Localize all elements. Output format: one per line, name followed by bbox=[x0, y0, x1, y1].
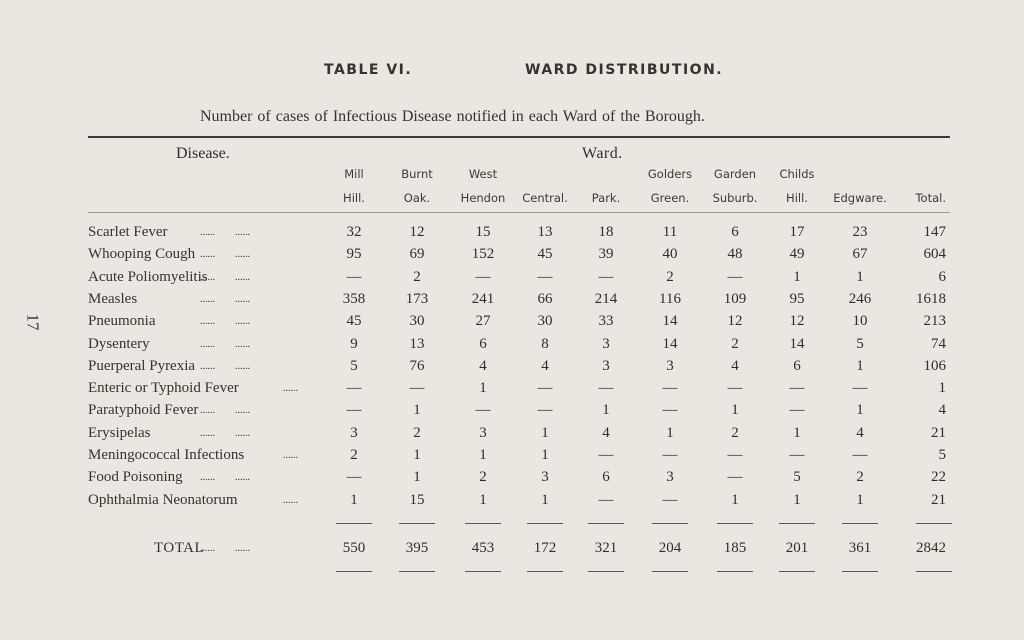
ward-count-cell: 2 bbox=[413, 268, 421, 285]
ward-count-cell: 4 bbox=[479, 357, 487, 374]
total-underline bbox=[465, 571, 501, 572]
dot-leader: ...... ...... bbox=[200, 271, 250, 283]
ward-count-cell: 1 bbox=[731, 402, 739, 419]
column-header-line2: Hill. bbox=[343, 191, 365, 205]
subtotal-rule bbox=[336, 523, 372, 524]
ward-count-cell: 3 bbox=[666, 357, 674, 374]
ward-count-cell: — bbox=[662, 402, 678, 419]
column-header bbox=[876, 162, 946, 210]
subtotal-rule bbox=[842, 523, 878, 524]
ward-count-cell: — bbox=[662, 380, 678, 397]
ward-count-cell: — bbox=[789, 380, 805, 397]
table-subtitle: Number of cases of Infectious Disease notified in each Ward of the Borough. bbox=[200, 108, 705, 125]
ward-count-cell: 173 bbox=[405, 290, 429, 307]
ward-count-cell: — bbox=[537, 268, 553, 285]
total-underline bbox=[717, 571, 753, 572]
ward-count-cell: 15 bbox=[409, 491, 425, 508]
column-header-line1: Garden bbox=[713, 167, 757, 181]
ward-count-cell: — bbox=[789, 402, 805, 419]
ward-count-cell: 33 bbox=[598, 313, 614, 330]
table-row bbox=[0, 336, 1024, 357]
top-rule bbox=[88, 136, 950, 138]
total-underline bbox=[336, 571, 372, 572]
dot-leader: ...... ...... bbox=[200, 338, 250, 350]
subtotal-rule bbox=[465, 523, 501, 524]
ward-count-cell: 1 bbox=[350, 491, 358, 508]
total-underline bbox=[652, 571, 688, 572]
disease-name: Puerperal Pyrexia bbox=[88, 357, 196, 374]
ward-count-cell: — bbox=[346, 402, 362, 419]
disease-name: Enteric or Typhoid Fever bbox=[88, 380, 239, 397]
table-row bbox=[0, 246, 1024, 267]
ward-total-cell: 453 bbox=[471, 540, 495, 556]
table-label: TABLE VI. bbox=[324, 62, 413, 78]
ward-count-cell: 2 bbox=[731, 335, 739, 352]
total-underline bbox=[842, 571, 878, 572]
disease-name: Pneumonia bbox=[88, 313, 156, 330]
ward-count-cell: 14 bbox=[789, 335, 805, 352]
disease-name: Whooping Cough bbox=[88, 246, 196, 263]
dot-leader: ...... ...... bbox=[200, 405, 250, 417]
column-header-line1: Mill bbox=[344, 167, 364, 181]
ward-count-cell: 45 bbox=[537, 246, 553, 263]
ward-count-cell: — bbox=[537, 380, 553, 397]
table-row bbox=[0, 402, 1024, 423]
ward-count-cell: 27 bbox=[475, 313, 491, 330]
table-row bbox=[0, 358, 1024, 379]
row-total-cell: 1 bbox=[938, 380, 946, 397]
ward-total-cell: 185 bbox=[723, 540, 747, 556]
ward-count-cell: — bbox=[852, 447, 868, 463]
ward-count-cell: 5 bbox=[856, 335, 864, 352]
ward-count-cell: — bbox=[852, 380, 868, 397]
ward-count-cell: 1 bbox=[541, 447, 549, 463]
row-total-cell: 1618 bbox=[916, 290, 946, 307]
subtotal-rule bbox=[652, 523, 688, 524]
ward-count-cell: 2 bbox=[731, 424, 739, 441]
column-header-line2: Total. bbox=[915, 191, 946, 205]
dot-leader: ...... bbox=[283, 450, 298, 461]
total-leader: ...... ...... bbox=[200, 543, 250, 554]
ward-count-cell: 4 bbox=[856, 424, 864, 441]
ward-count-cell: 1 bbox=[479, 380, 487, 397]
column-header-line1: Golders bbox=[647, 167, 693, 181]
dot-leader: ...... ...... bbox=[200, 360, 250, 372]
ward-count-cell: 1 bbox=[793, 424, 801, 441]
total-row bbox=[0, 540, 1024, 561]
ward-count-cell: — bbox=[598, 380, 614, 397]
ward-count-cell: 1 bbox=[856, 268, 864, 285]
ward-group-header: Ward. bbox=[582, 145, 623, 162]
grand-total-cell: 2842 bbox=[916, 540, 946, 556]
ward-count-cell: 69 bbox=[409, 246, 425, 263]
ward-count-cell: 66 bbox=[537, 290, 553, 307]
ward-count-cell: — bbox=[598, 447, 614, 463]
dot-leader: ...... ...... bbox=[200, 472, 250, 484]
column-header-line2: Green. bbox=[650, 191, 690, 205]
ward-count-cell: 1 bbox=[856, 357, 864, 374]
table-row bbox=[0, 269, 1024, 290]
ward-count-cell: 1 bbox=[413, 447, 421, 463]
column-header-line2: Central. bbox=[522, 191, 568, 205]
table-row bbox=[0, 313, 1024, 334]
ward-count-cell: 1 bbox=[856, 402, 864, 419]
ward-count-cell: 1 bbox=[541, 424, 549, 441]
dot-leader: ...... bbox=[283, 494, 298, 506]
ward-count-cell: — bbox=[346, 469, 362, 486]
dot-leader: ...... ...... bbox=[200, 227, 250, 238]
table-heading: WARD DISTRIBUTION. bbox=[525, 62, 724, 78]
ward-count-cell: 3 bbox=[602, 335, 610, 352]
ward-count-cell: 1 bbox=[856, 491, 864, 508]
ward-count-cell: — bbox=[662, 491, 678, 508]
ward-count-cell: 358 bbox=[342, 290, 366, 307]
ward-total-cell: 395 bbox=[405, 540, 429, 556]
ward-count-cell: 11 bbox=[662, 224, 678, 240]
ward-count-cell: 1 bbox=[793, 491, 801, 508]
row-total-cell: 6 bbox=[938, 268, 946, 285]
ward-count-cell: 1 bbox=[731, 491, 739, 508]
ward-count-cell: — bbox=[346, 380, 362, 397]
disease-name: Erysipelas bbox=[88, 424, 151, 441]
table-row bbox=[0, 469, 1024, 490]
dot-leader: ...... ...... bbox=[200, 293, 250, 305]
page-number: 17 bbox=[23, 313, 43, 331]
dot-leader: ...... bbox=[283, 383, 298, 395]
ward-total-cell: 550 bbox=[342, 540, 366, 556]
ward-count-cell: 12 bbox=[727, 313, 743, 330]
total-underline bbox=[588, 571, 624, 572]
ward-count-cell: 8 bbox=[541, 335, 549, 352]
disease-name: Acute Poliomyelitis bbox=[88, 268, 208, 285]
total-underline bbox=[779, 571, 815, 572]
ward-count-cell: 3 bbox=[666, 469, 674, 486]
ward-count-cell: 1 bbox=[793, 268, 801, 285]
ward-count-cell: 3 bbox=[350, 424, 358, 441]
table-row bbox=[0, 492, 1024, 513]
ward-count-cell: — bbox=[409, 380, 425, 397]
subtotal-rule bbox=[717, 523, 753, 524]
ward-count-cell: — bbox=[598, 491, 614, 508]
ward-total-cell: 321 bbox=[594, 540, 618, 556]
disease-name: Meningococcal Infections bbox=[88, 447, 245, 463]
total-underline bbox=[916, 571, 952, 572]
ward-count-cell: 49 bbox=[789, 246, 805, 263]
ward-count-cell: 67 bbox=[852, 246, 868, 263]
column-header-line2: Hill. bbox=[786, 191, 808, 205]
ward-count-cell: 246 bbox=[848, 290, 872, 307]
row-total-cell: 74 bbox=[931, 335, 946, 352]
row-total-cell: 604 bbox=[923, 246, 946, 263]
ward-count-cell: 13 bbox=[537, 224, 553, 240]
ward-total-cell: 201 bbox=[785, 540, 809, 556]
ward-count-cell: 17 bbox=[789, 224, 805, 240]
column-header-line2: Park. bbox=[591, 191, 621, 205]
ward-count-cell: 15 bbox=[475, 224, 491, 240]
ward-count-cell: 13 bbox=[409, 335, 425, 352]
subtotal-rule bbox=[527, 523, 563, 524]
ward-count-cell: — bbox=[475, 268, 491, 285]
disease-name: Scarlet Fever bbox=[88, 224, 168, 240]
column-header-line1 bbox=[876, 162, 946, 186]
subtotal-rule bbox=[588, 523, 624, 524]
ward-count-cell: 1 bbox=[602, 402, 610, 419]
disease-column-header: Disease. bbox=[176, 145, 230, 162]
table-row bbox=[0, 291, 1024, 312]
row-total-cell: 106 bbox=[923, 357, 946, 374]
ward-count-cell: 3 bbox=[479, 424, 487, 441]
row-total-cell: 21 bbox=[931, 424, 946, 441]
ward-count-cell: 152 bbox=[471, 246, 495, 263]
ward-count-cell: 12 bbox=[409, 224, 425, 240]
row-total-cell: 5 bbox=[938, 447, 946, 463]
row-total-cell: 4 bbox=[938, 402, 946, 419]
column-header bbox=[379, 162, 455, 210]
ward-count-cell: 116 bbox=[659, 290, 681, 307]
ward-count-cell: — bbox=[727, 469, 743, 486]
ward-count-cell: 23 bbox=[852, 224, 868, 240]
ward-count-cell: 1 bbox=[479, 491, 487, 508]
ward-count-cell: 5 bbox=[793, 469, 801, 486]
ward-count-cell: — bbox=[727, 447, 743, 463]
ward-count-cell: — bbox=[727, 268, 743, 285]
column-header-line2: Suburb. bbox=[712, 191, 758, 205]
column-header-line2: Oak. bbox=[403, 191, 431, 205]
ward-count-cell: 1 bbox=[479, 447, 487, 463]
total-label: TOTAL bbox=[154, 540, 205, 556]
ward-count-cell: 4 bbox=[731, 357, 739, 374]
ward-count-cell: 2 bbox=[413, 424, 421, 441]
disease-name: Dysentery bbox=[88, 335, 150, 352]
ward-count-cell: 30 bbox=[409, 313, 425, 330]
dot-leader: ...... ...... bbox=[200, 316, 250, 328]
table-row bbox=[0, 224, 1024, 245]
column-header-line1: Childs bbox=[779, 167, 815, 181]
row-total-cell: 21 bbox=[931, 491, 946, 508]
table-row bbox=[0, 425, 1024, 446]
ward-count-cell: 1 bbox=[413, 469, 421, 486]
row-total-cell: 213 bbox=[923, 313, 946, 330]
ward-count-cell: 14 bbox=[662, 335, 678, 352]
header-rule bbox=[88, 212, 950, 213]
total-underline bbox=[399, 571, 435, 572]
ward-count-cell: — bbox=[475, 402, 491, 419]
ward-count-cell: 12 bbox=[789, 313, 805, 330]
ward-count-cell: 5 bbox=[350, 357, 358, 374]
ward-count-cell: 95 bbox=[789, 290, 805, 307]
ward-count-cell: — bbox=[537, 402, 553, 419]
disease-name: Measles bbox=[88, 290, 138, 307]
ward-count-cell: 109 bbox=[723, 290, 747, 307]
ward-count-cell: 3 bbox=[541, 469, 549, 486]
ward-count-cell: — bbox=[346, 268, 362, 285]
subtotal-rule bbox=[779, 523, 815, 524]
ward-count-cell: 76 bbox=[409, 357, 425, 374]
ward-count-cell: 40 bbox=[662, 246, 678, 263]
ward-total-cell: 172 bbox=[533, 540, 557, 556]
ward-count-cell: 10 bbox=[852, 313, 868, 330]
ward-count-cell: 6 bbox=[602, 469, 610, 486]
ward-count-cell: 214 bbox=[594, 290, 618, 307]
subtotal-rule bbox=[916, 523, 952, 524]
ward-count-cell: — bbox=[727, 380, 743, 397]
table-row bbox=[0, 447, 1024, 468]
ward-count-cell: 6 bbox=[793, 357, 801, 374]
ward-count-cell: 32 bbox=[346, 224, 362, 240]
dot-leader: ...... ...... bbox=[200, 249, 250, 261]
ward-count-cell: 241 bbox=[471, 290, 495, 307]
ward-count-cell: — bbox=[789, 447, 805, 463]
column-header-line1: West bbox=[468, 167, 498, 181]
ward-count-cell: 2 bbox=[856, 469, 864, 486]
column-header-line1: Burnt bbox=[401, 167, 433, 181]
ward-count-cell: — bbox=[598, 268, 614, 285]
row-total-cell: 22 bbox=[931, 469, 946, 486]
total-underline bbox=[527, 571, 563, 572]
disease-name: Ophthalmia Neonatorum bbox=[88, 491, 238, 508]
disease-name: Food Poisoning bbox=[88, 469, 183, 486]
column-header-line2: Hendon bbox=[460, 191, 506, 205]
disease-name: Paratyphoid Fever bbox=[88, 402, 199, 419]
ward-count-cell: 14 bbox=[662, 313, 678, 330]
ward-count-cell: 45 bbox=[346, 313, 362, 330]
ward-count-cell: 9 bbox=[350, 335, 358, 352]
subtotal-rule bbox=[399, 523, 435, 524]
ward-count-cell: — bbox=[662, 447, 678, 463]
ward-count-cell: 48 bbox=[727, 246, 743, 263]
ward-count-cell: 3 bbox=[602, 357, 610, 374]
ward-count-cell: 2 bbox=[479, 469, 487, 486]
ward-count-cell: 2 bbox=[666, 268, 674, 285]
ward-count-cell: 39 bbox=[598, 246, 614, 263]
ward-count-cell: 4 bbox=[541, 357, 549, 374]
table-row bbox=[0, 380, 1024, 401]
ward-total-cell: 361 bbox=[848, 540, 872, 556]
dot-leader: ...... ...... bbox=[200, 427, 250, 439]
ward-count-cell: 1 bbox=[413, 402, 421, 419]
ward-count-cell: 2 bbox=[350, 447, 358, 463]
ward-count-cell: 6 bbox=[731, 224, 739, 240]
ward-count-cell: 1 bbox=[541, 491, 549, 508]
ward-count-cell: 95 bbox=[346, 246, 362, 263]
ward-count-cell: 1 bbox=[666, 424, 674, 441]
ward-count-cell: 6 bbox=[479, 335, 487, 352]
column-header-line2: Edgware. bbox=[833, 191, 887, 205]
ward-count-cell: 30 bbox=[537, 313, 553, 330]
row-total-cell: 147 bbox=[923, 224, 946, 240]
ward-count-cell: 18 bbox=[598, 224, 614, 240]
ward-count-cell: 4 bbox=[602, 424, 610, 441]
ward-total-cell: 204 bbox=[658, 540, 682, 556]
